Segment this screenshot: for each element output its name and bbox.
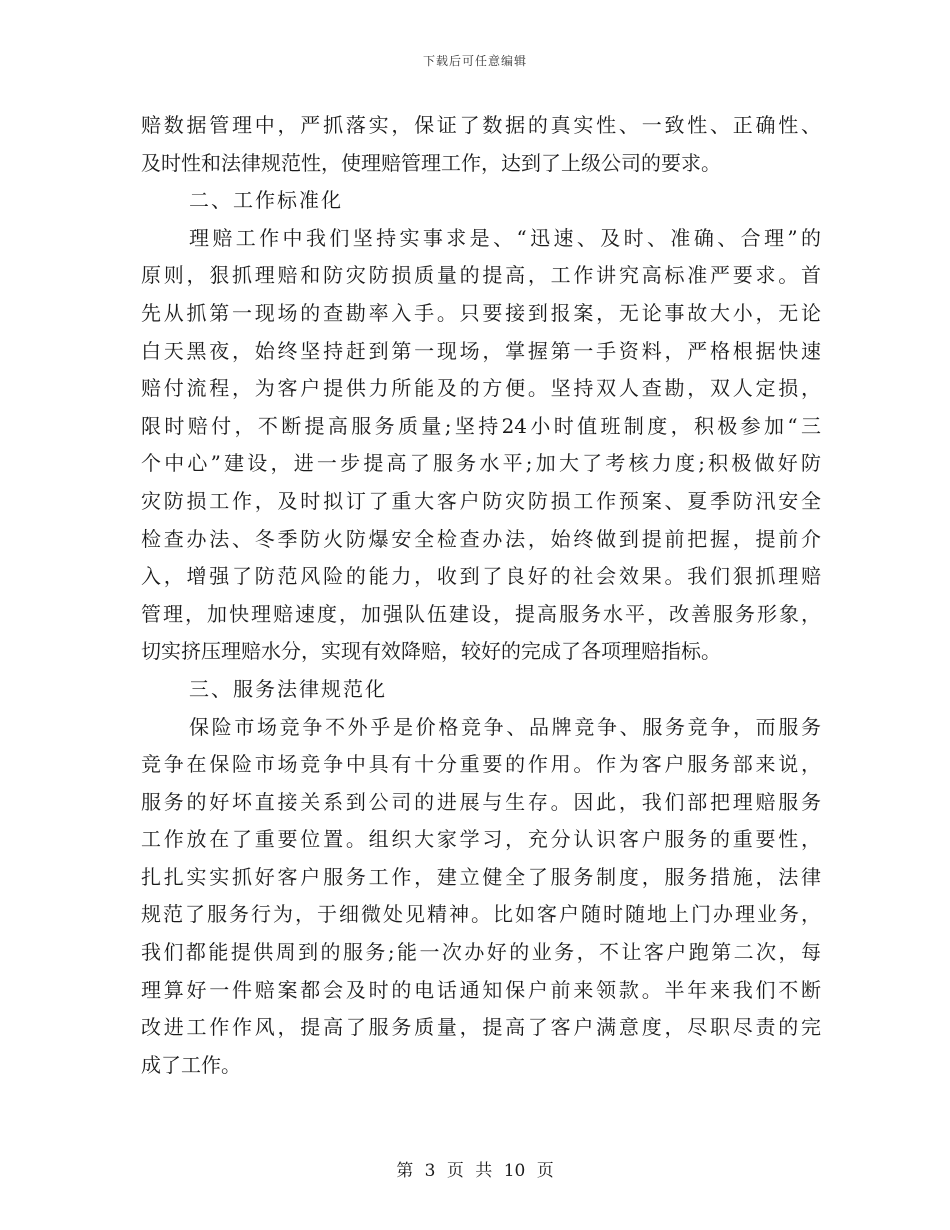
text-line: 白天黑夜，始终坚持赶到第一现场，掌握第一手资料，严格根据快速	[141, 338, 821, 363]
document-body	[141, 107, 821, 1084]
text-line: 原则，狠抓理赔和防灾防损质量的提高，工作讲究高标准严要求。首	[141, 263, 821, 288]
text-line: 工作放在了重要位置。组织大家学习，充分认识客户服务的重要性，	[141, 827, 821, 852]
text-line: 理赔工作中我们坚持实事求是、“迅速、及时、准确、合理”的	[189, 225, 821, 250]
text-line: 成了工作。	[141, 1052, 241, 1077]
text-line: 切实挤压理赔水分，实现有效降赔，较好的完成了各项理赔指标。	[141, 639, 721, 664]
text-line: 我们都能提供周到的服务;能一次办好的业务，不让客户跑第二次，每	[141, 940, 821, 965]
text-line: 改进工作作风，提高了服务质量，提高了客户满意度，尽职尽责的完	[141, 1015, 821, 1040]
text-line: 竞争在保险市场竞争中具有十分重要的作用。作为客户服务部来说，	[141, 752, 821, 777]
text-line: 赔数据管理中，严抓落实，保证了数据的真实性、一致性、正确性、	[141, 113, 821, 137]
page-header: 下载后可任意编辑	[422, 54, 527, 68]
text-line: 保险市场竞争不外乎是价格竞争、品牌竞争、服务竞争，而服务	[189, 714, 821, 739]
section-heading: 二、工作标准化	[189, 188, 343, 213]
text-line: 赔付流程，为客户提供力所能及的方便。坚持双人查勘，双人定损，	[141, 376, 821, 401]
page-footer: 第 3 页 共 10 页	[396, 1161, 554, 1181]
text-line: 规范了服务行为，于细微处见精神。比如客户随时随地上门办理业务，	[141, 902, 821, 927]
text-line: 限时赔付，不断提高服务质量;坚持24小时值班制度，积极参加“三	[141, 413, 821, 438]
paragraph	[141, 709, 821, 1085]
text-line: 扎扎实实抓好客户服务工作，建立健全了服务制度，服务措施，法律	[141, 864, 821, 889]
text-line: 理算好一件赔案都会及时的电话通知保户前来领款。半年来我们不断	[141, 977, 821, 1002]
text-line: 个中心”建设，进一步提高了服务水平;加大了考核力度;积极做好防	[141, 451, 821, 476]
paragraph	[141, 107, 821, 182]
text-line: 灾防损工作，及时拟订了重大客户防灾防损工作预案、夏季防汛安全	[141, 488, 821, 513]
text-line: 管理，加快理赔速度，加强队伍建设，提高服务水平，改善服务形象，	[141, 601, 821, 626]
text-line: 服务的好坏直接关系到公司的进展与生存。因此，我们部把理赔服务	[141, 789, 821, 814]
section-heading: 三、服务法律规范化	[189, 676, 387, 701]
text-line: 入，增强了防范风险的能力，收到了良好的社会效果。我们狠抓理赔	[141, 564, 821, 589]
text-line: 先从抓第一现场的查勘率入手。只要接到报案，无论事故大小，无论	[141, 300, 821, 325]
text-line: 及时性和法律规范性，使理赔管理工作，达到了上级公司的要求。	[141, 150, 721, 175]
text-line: 检查办法、冬季防火防爆安全检查办法，始终做到提前把握，提前介	[141, 526, 821, 551]
paragraph	[141, 220, 821, 671]
